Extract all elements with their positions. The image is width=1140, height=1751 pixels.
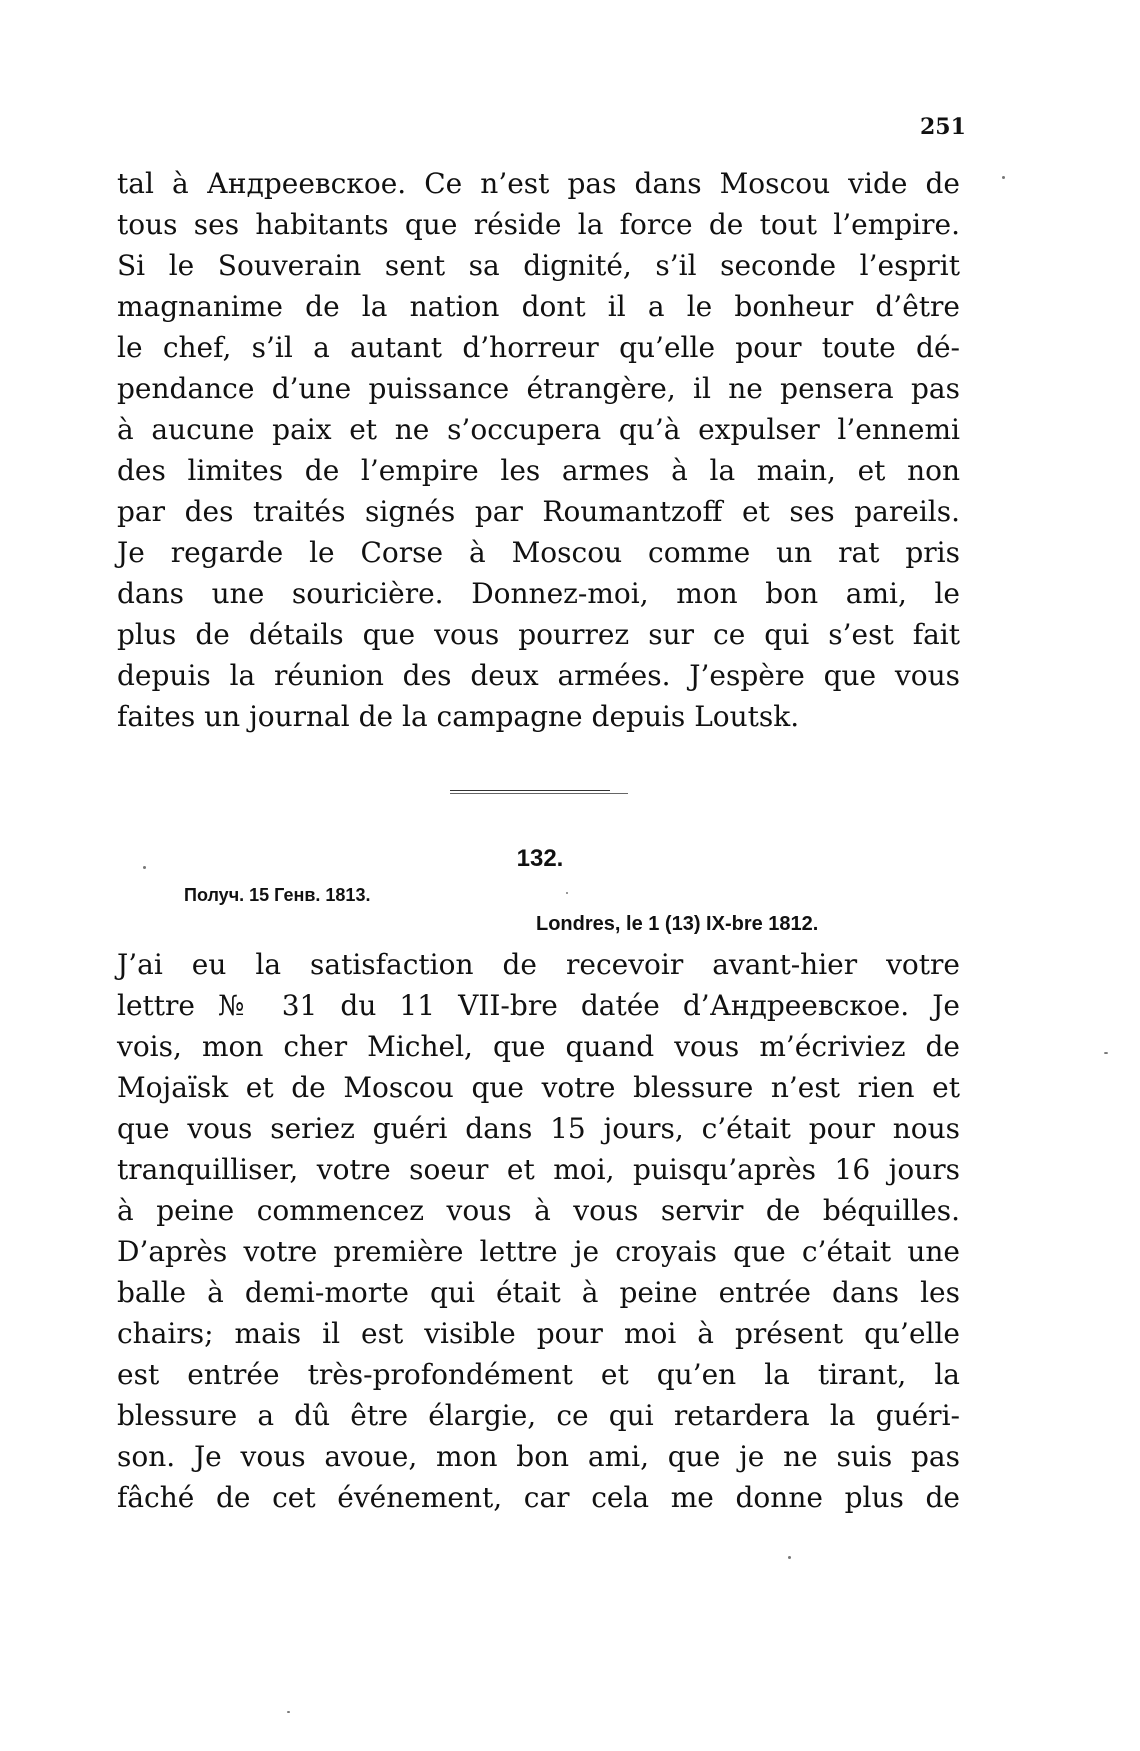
scan-speck (566, 892, 568, 894)
scan-speck (143, 866, 146, 869)
scan-speck (788, 1556, 791, 1559)
section-divider (450, 790, 628, 794)
text-line: vois, mon cher Michel, que quand vous m’écriviez de (117, 1030, 960, 1063)
text-line: chairs; mais il est visible pour moi à présent qu’elle (117, 1317, 960, 1350)
text-line: que vous seriez guéri dans 15 jours, c’était pour nous (117, 1112, 960, 1145)
text-line: est entrée très-profondément et qu’en la tirant, la (117, 1358, 960, 1391)
text-line: tous ses habitants que réside la force de tout l’empire. (117, 208, 960, 241)
text-line: blessure a dû être élargie, ce qui retardera la guéri- (117, 1399, 960, 1432)
text-line: son. Je vous avoue, mon bon ami, que je ne suis pas (117, 1440, 960, 1473)
text-line: Si le Souverain sent sa dignité, s’il seconde l’esprit (117, 249, 960, 282)
text-line: fâché de cet événement, car cela me donne plus de (117, 1481, 960, 1514)
text-line: balle à demi-morte qui était à peine entrée dans les (117, 1276, 960, 1309)
letter-number: 132. (516, 845, 564, 872)
text-line: plus de détails que vous pourrez sur ce qui s’est fait (117, 618, 960, 651)
scan-speck (287, 1711, 290, 1713)
received-note: Получ. 15 Генв. 1813. (184, 885, 371, 905)
text-line: pendance d’une puissance étrangère, il ne pensera pas (117, 372, 960, 405)
place-date: Londres, le 1 (13) IX-bre 1812. (536, 913, 819, 935)
text-line: tal à Андреевское. Ce n’est pas dans Moscou vide de (117, 167, 960, 200)
text-line: faites un journal de la campagne depuis Loutsk. (117, 700, 800, 733)
text-line: des limites de l’empire les armes à la main, et non (117, 454, 960, 487)
text-line: Mojaïsk et de Moscou que votre blessure n’est rien et (117, 1071, 960, 1104)
text-line: dans une souricière. Donnez-moi, mon bon ami, le (117, 577, 960, 610)
text-line: depuis la réunion des deux armées. J’espère que vous (117, 659, 960, 692)
text-line: à aucune paix et ne s’occupera qu’à expulser l’ennemi (117, 413, 960, 446)
text-line: Je regarde le Corse à Moscou comme un rat pris (117, 536, 960, 569)
text-line: le chef, s’il a autant d’horreur qu’elle pour toute dé- (117, 331, 960, 364)
scan-speck (1002, 176, 1005, 179)
page-number: 251 (920, 114, 966, 140)
text-line: par des traités signés par Roumantzoff et ses pareils. (117, 495, 960, 528)
text-line: lettre № 31 du 11 VII-bre datée d’Андреевское. Je (117, 989, 960, 1022)
text-line: à peine commencez vous à vous servir de béquilles. (117, 1194, 960, 1227)
divider-rule (450, 790, 610, 791)
text-line: J’ai eu la satisfaction de recevoir avant-hier votre (117, 948, 960, 981)
scan-speck (1104, 1052, 1108, 1054)
text-line: magnanime de la nation dont il a le bonheur d’être (117, 290, 960, 323)
divider-rule (450, 793, 628, 794)
text-line: D’après votre première lettre je croyais que c’était une (117, 1235, 960, 1268)
text-line: tranquilliser, votre soeur et moi, puisqu’après 16 jours (117, 1153, 960, 1186)
